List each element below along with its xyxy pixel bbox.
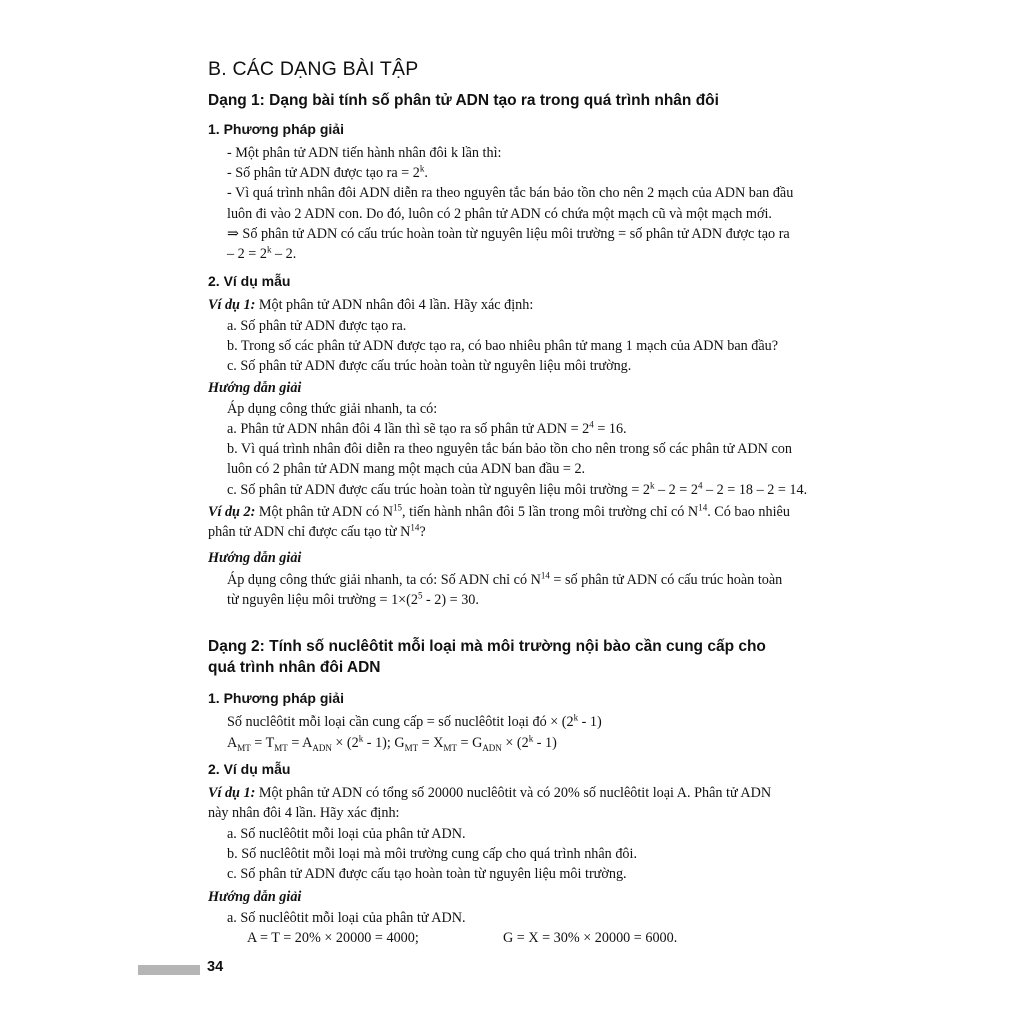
dang2-formula-2: $A_{MT} = T_{MT} = A_{ADN} \times (2^k - 1)$; $G_{MT} = X_{MT} = G_{ADN} \times (2^k - 1)$ <box>227 733 557 753</box>
dang1-method-line-4: luôn đi vào 2 ADN con. Do đó, luôn có 2 phân tử ADN có chứa một mạch cũ và một mạch mới. <box>227 206 772 222</box>
dang1-guide1-b-line-2: luôn có 2 phân tử ADN mang một mạch của ADN ban đầu = 2. <box>227 461 586 477</box>
dang2-title-line-1: Dạng 2: Tính số nuclêôtit mỗi loại mà môi trường nội bào cần cung cấp cho <box>208 638 766 655</box>
dang1-guide1-line-1: Áp dụng công thức giải nhanh, ta có: <box>227 401 438 417</box>
dang1-method-line-6: – $2 = 2^k - 2$. <box>227 244 297 262</box>
dang2-guide-gx: G = X = 30% × 20000 = 6000. <box>503 930 678 946</box>
dang2-ex1-line-2: này nhân đôi 4 lần. Hãy xác định: <box>208 805 400 821</box>
dang2-guide-a: a. Số nuclêôtit mỗi loại của phân tử ADN. <box>227 910 466 926</box>
dang1-method-line-5: ⇒ Số phân tử ADN có cấu trúc hoàn toàn từ nguyên liệu môi trường = số phân tử ADN được tạo ra <box>227 226 790 242</box>
dang1-ex1-a: a. Số phân tử ADN được tạo ra. <box>227 318 407 334</box>
dang2-guide-at: A = T = 20% × 20000 = 4000; <box>247 930 419 946</box>
dang2-guide-heading: Hướng dẫn giải <box>208 889 302 905</box>
dang2-ex1-a: a. Số nuclêôtit mỗi loại của phân tử ADN. <box>227 826 466 842</box>
dang2-formula-1: Số nuclêôtit mỗi loại cần cung cấp = số nuclêôtit loại đó × $(2^k - 1)$ <box>227 712 602 730</box>
dang1-guide2-heading: Hướng dẫn giải <box>208 550 302 566</box>
dang1-guide2-line-2: từ nguyên liệu môi trường = $1\times(2^5 - 2) = 30$. <box>227 590 479 608</box>
dang1-ex1-question: Ví dụ 1: Một phân tử ADN nhân đôi 4 lần. Hãy xác định: <box>208 297 534 313</box>
footer-bar <box>138 965 200 975</box>
dang1-ex1-b: b. Trong số các phân tử ADN được tạo ra, có bao nhiêu phân tử mang 1 mạch của ADN ban đầu? <box>227 338 779 354</box>
dang1-guide1-b-line-1: b. Vì quá trình nhân đôi diễn ra theo nguyên tắc bán bảo tồn cho nên trong số các phân tử ADN con <box>227 441 792 457</box>
dang1-method-line-1: - Một phân tử ADN tiến hành nhân đôi k lần thì: <box>227 145 502 161</box>
dang2-ex1-line-1: Ví dụ 1: Một phân tử ADN có tổng số 20000 nuclêôtit và có 20% số nuclêôtit loại A. Phân tử ADN <box>208 785 772 801</box>
section-title: B. CÁC DẠNG BÀI TẬP <box>208 58 419 80</box>
dang2-method-heading: 1. Phương pháp giải <box>208 690 344 706</box>
dang1-example-heading: 2. Ví dụ mẫu <box>208 273 291 289</box>
dang2-ex1-c: c. Số phân tử ADN được cấu tạo hoàn toàn từ nguyên liệu môi trường. <box>227 866 627 882</box>
dang2-title-line-2: quá trình nhân đôi ADN <box>208 659 381 676</box>
page-number: 34 <box>207 959 224 975</box>
dang1-ex1-c: c. Số phân tử ADN được cấu trúc hoàn toàn từ nguyên liệu môi trường. <box>227 358 632 374</box>
dang1-title: Dạng 1: Dạng bài tính số phân tử ADN tạo ra trong quá trình nhân đôi <box>208 92 719 109</box>
dang1-ex2-line-1: Ví dụ 2: Một phân tử ADN có $N^{15}$, tiến hành nhân đôi 5 lần trong môi trường chỉ có $N^{14}$. Có bao nhiêu <box>208 502 790 520</box>
dang1-guide2-line-1: Áp dụng công thức giải nhanh, ta có: Số ADN chỉ có $N^{14}$ = số phân tử ADN có cấu trúc hoàn toàn <box>227 570 783 588</box>
dang2-ex1-b: b. Số nuclêôtit mỗi loại mà môi trường cung cấp cho quá trình nhân đôi. <box>227 846 638 862</box>
dang1-method-line-2: - Số phân tử ADN được tạo ra = $2^k$. <box>227 163 428 181</box>
dang2-example-heading: 2. Ví dụ mẫu <box>208 761 291 777</box>
dang1-guide1-heading: Hướng dẫn giải <box>208 380 302 396</box>
dang1-method-line-3: - Vì quá trình nhân đôi ADN diễn ra theo nguyên tắc bán bảo tồn cho nên 2 mạch của ADN ban đầu <box>227 185 794 201</box>
dang1-ex2-line-2: phân tử ADN chỉ được cấu tạo từ $N^{14}$? <box>208 522 426 540</box>
dang1-method-heading: 1. Phương pháp giải <box>208 121 344 137</box>
dang1-guide1-c: c. Số phân tử ADN được cấu trúc hoàn toàn từ nguyên liệu môi trường = $2^k - 2 = 2^4 - 2 = 18 - 2 = 14$. <box>227 480 808 498</box>
dang1-guide1-a: a. Phân tử ADN nhân đôi 4 lần thì sẽ tạo ra số phân tử ADN = $2^4 = 16$. <box>227 419 627 437</box>
